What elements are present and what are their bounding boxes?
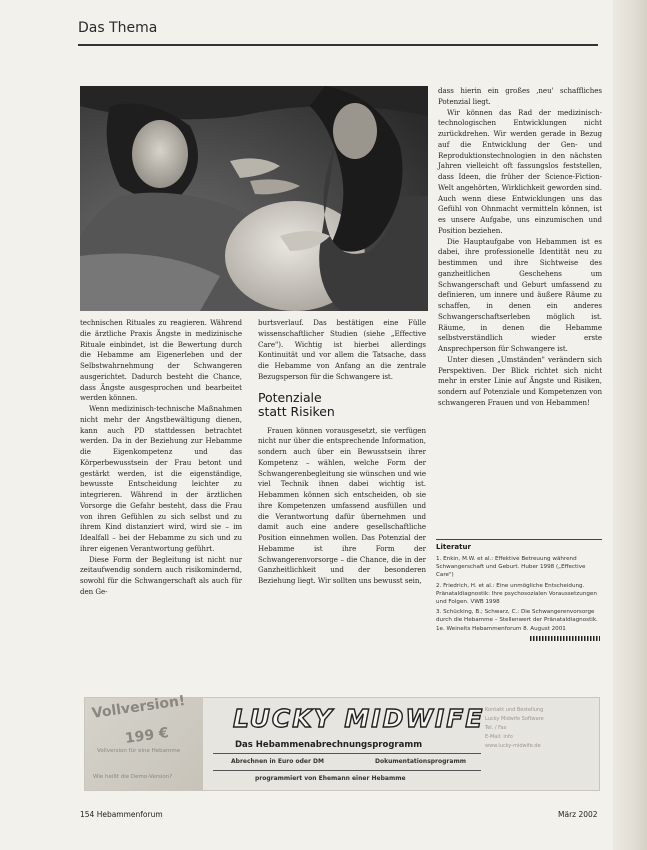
col2-intro-paragraph: burtsverlauf. Das bestätigen eine Fülle wissenschaftlicher Studien (siehe „Effective Care"). Wichtig ist hierbei allerdings Kontinuität und vor allem die Tatsache, dass die Hebamme von Anfang an die zentrale Bezugsperson für die Schwangere ist. <box>258 318 426 381</box>
col1-paragraph: Wenn medizinisch-technische Maßnahmen nicht mehr der Angstbewältigung dienen, kann auch PD stattdessen betrachtet werden. Da in der Beziehung zur Hebamme die Eigenkompetenz und das Körperbewusstsein der Frau betont und gestärkt werden, ist die eigenständige, bewusste Entscheidung leichter zu integrieren. Während in der ärztlichen Vorsorge die Gefahr besteht, dass die Frau von ihren Gefühlen zu sich selbst und zu ihrem Kind distanziert wird, wird sie – im Idealfall – bei der Hebamme zu sich und zu ihrer eigenen Verantwortung geführt. <box>80 404 242 553</box>
ad-offer-note: Vollversion für eine Hebamme <box>97 748 181 754</box>
literature-item: 1. Enkin, M.W. et al.: Effektive Betreuung während Schwangerschaft und Geburt. Huber 1998 („Effective Care") <box>436 556 586 579</box>
literature-box <box>436 539 602 651</box>
col3-paragraph: dass hierin ein großes ,neu' schaffliches Potenzial liegt. <box>438 86 602 106</box>
ad-offer-panel <box>85 692 203 790</box>
subheading-line-2: statt Risiken <box>258 403 335 419</box>
ad-contact-line: Tel. / Fax <box>485 725 507 731</box>
ad-contact-line: www.lucky-midwife.de <box>485 743 541 749</box>
footer-date: März 2002 <box>558 810 598 819</box>
ad-feature: Dokumentationsprogramm <box>375 758 466 765</box>
ad-contact-line: E-Mail: info <box>485 734 513 740</box>
literature-item: 2. Friedrich, H. et al.: Eine unmögliche Entscheidung. Pränataldiagnostik: Ihre psychosozialen Voraussetzungen und Folgen. VWB 1998 <box>436 582 597 606</box>
col1-paragraph: technischen Rituales zu reagieren. Während die ärztliche Praxis Ängste in medizinische Rituale einbindet, ist die Bewertung durch die Hebamme am Eigenerleben und der Selbstwahrnehmung der Schwangeren ausgerichtet. Dadurch besteht die Chance, dass Ängste ausgesprochen und bearbeitet werden können. <box>80 318 242 403</box>
header-rule <box>78 44 598 46</box>
ad-contact-line: Kontakt und Bestellung <box>485 707 544 713</box>
ad-feature: programmiert von Ehemann einer Hebamme <box>255 775 406 782</box>
footer-page-info: 154 Hebammenforum <box>80 810 163 819</box>
literature-title: Literatur <box>436 543 471 551</box>
ad-divider <box>213 770 481 771</box>
article-column-1 <box>80 318 242 598</box>
ad-price: 199 € <box>124 725 170 747</box>
ad-feature: Abrechnen in Euro oder DM <box>231 758 324 765</box>
ad-divider <box>213 753 481 754</box>
section-title: Das Thema <box>78 20 158 36</box>
article-photo <box>80 86 428 311</box>
article-column-3 <box>438 86 602 409</box>
ad-vollversion-label: Vollversion! <box>91 692 187 722</box>
literature-item: 3. Schücking, B.; Schwarz, C.: Die Schwangerenvorsorge durch die Hebamme – Stellenwert der Pränataldiagnostik. 1e. Weinelts Hebammenforum 8. August 2001 <box>436 609 598 632</box>
col3-paragraph: Die Hauptaufgabe von Hebammen ist es dabei, ihre professionelle Identität neu zu bestimmen und ihre Sichtweise des ganzheitlichen Geschehens um Schwangerschaft und Geburt umfassend zu definieren, um innere und äußere Räume zu schaffen, in denen ein anderes Schwangerschaftserleben möglich ist. Räume, in denen die Hebamme selbstverständlich wieder erste Ansprechperson für Schwangere ist. <box>438 236 602 353</box>
hatch-ornament <box>530 636 600 641</box>
ad-contact-line: Lucky Midwife Software <box>485 716 544 722</box>
col2-body-paragraph: Frauen können vorausgesetzt, sie verfügen nicht nur über die entsprechende Information, sondern auch über ein Bewusstsein ihrer Kompetenz – wählen, welche Form der Schwangerenbegleitung sie wünschen und wie viel Technik ihnen dabei wichtig ist. Hebammen können sich entscheiden, ob sie ihre Kompetenzen umfassend ausfüllen und die Verantwortung dafür übernehmen und damit auch eine andere gesellschaftliche Position einnehmen wollen. Das Potenzial der Hebamme ist ihre Form der Schwangerenvorsorge – die Chance, die in der Ganzheitlichkeit und der besonderen Beziehung liegt. Wir sollten uns bewusst sein, <box>258 425 426 585</box>
ad-contact-block <box>485 706 595 751</box>
col3-paragraph: Unter diesen „Umständen" verändern sich Perspektiven. Der Blick richtet sich nicht mehr in erster Linie auf Ängste und Risiken, sondern auf Potenziale und Kompetenzen von schwangeren Frauen und von Hebammen! <box>438 354 602 407</box>
col3-paragraph: Wir können das Rad der medizinisch-technologischen Entwicklungen nicht zurückdrehen. Wir werden gerade in Bezug auf die Entwicklung der Gen- und Reproduktionstechnologien in den nächsten Jahren vielleicht oft fassungslos feststellen, dass Ideen, die früher der Science-Fiction-Welt angehörten, Wirklichkeit geworden sind. Auch wenn diese Entwicklungen uns das Gefühl von Ohnmacht vermitteln können, ist es unsere Aufgabe, uns einzumischen und Position beziehen. <box>438 107 602 235</box>
page-edge-shadow <box>613 0 647 850</box>
subheading <box>258 391 426 419</box>
ad-brand-logo: LUCKY MIDWIFE <box>233 704 485 733</box>
col1-paragraph: Diese Form der Begleitung ist nicht nur zeitaufwendig sondern auch risikomindernd, sowohl für die Schwangerschaft als auch für den Ge- <box>80 554 242 596</box>
ad-demo-note: Wie heißt die Demo-Version? <box>93 774 173 780</box>
article-column-2 <box>258 318 426 587</box>
advertisement-banner[interactable] <box>84 692 600 791</box>
ad-subtitle: Das Hebammenabrechnungsprogramm <box>235 740 423 750</box>
subheading-line-1: Potenziale <box>258 389 322 405</box>
